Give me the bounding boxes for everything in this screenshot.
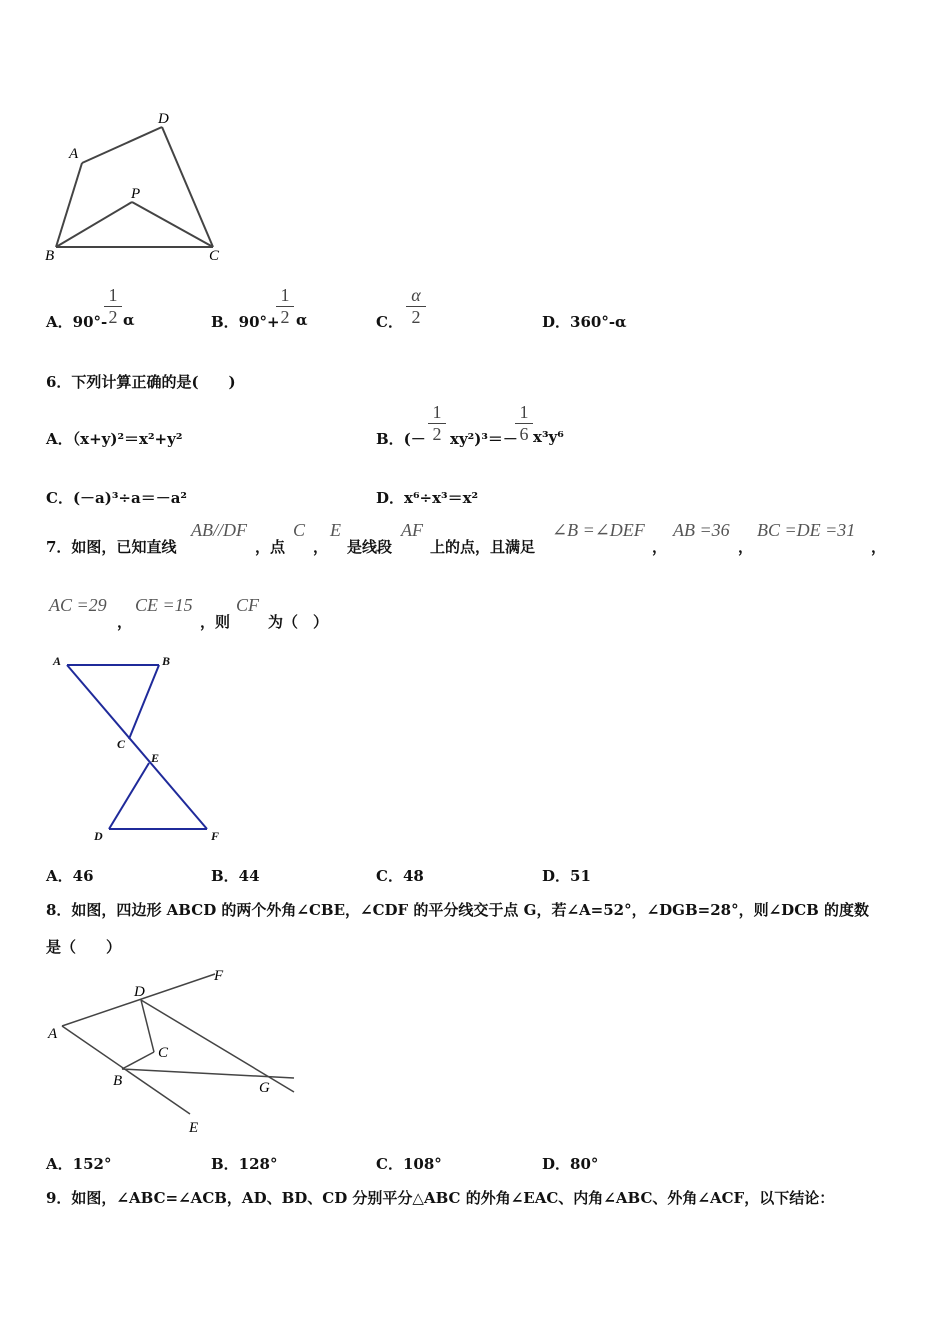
q5-option-b-fraction: $\frac{1}{2}$ xyxy=(276,285,294,328)
q7-stem-7: ， xyxy=(738,538,754,556)
q7-figure xyxy=(45,650,235,850)
q7-option-a[interactable]: A．46 xyxy=(46,867,94,885)
q8-label-g: G xyxy=(259,1080,270,1096)
q5-label-c: C xyxy=(209,248,220,264)
q7-label-f: F xyxy=(211,829,220,843)
q5-label-b: B xyxy=(45,248,55,264)
q7-math-e: E xyxy=(330,520,341,540)
q7-stem-1: 7．如图，已知直线 xyxy=(46,538,177,556)
q7-math-af: AF xyxy=(401,520,423,540)
q5-option-d[interactable]: D．360°-α xyxy=(542,313,627,331)
q5-option-a[interactable]: A．90°- xyxy=(46,313,108,331)
q8-stem-2: 是（ ） xyxy=(46,938,122,956)
q6-stem: 6．下列计算正确的是( ) xyxy=(46,373,236,391)
q7-label-d: D xyxy=(94,829,103,843)
q8-label-b: B xyxy=(113,1073,123,1089)
q6-option-d[interactable]: D．x⁶÷x³＝x² xyxy=(376,489,479,507)
q7-stem-5: 上的点，且满足 xyxy=(430,538,536,556)
q7-math-angle: ∠B =∠DEF xyxy=(552,520,645,540)
q5-option-a-tail: α xyxy=(123,311,135,329)
q7-option-c[interactable]: C．48 xyxy=(376,867,424,885)
q7-math-ab-parallel-df: AB//DF xyxy=(191,520,247,540)
q8-figure xyxy=(40,962,300,1137)
q5-option-c-fraction: $\frac{\alpha}{2}$ xyxy=(406,285,426,328)
q7-label-e: E xyxy=(151,751,160,765)
q5-figure xyxy=(40,105,240,270)
q8-label-f: F xyxy=(214,968,224,984)
q5-label-a: A xyxy=(69,146,79,162)
q7-math-cf: CF xyxy=(236,595,260,615)
q7-stem-6: ， xyxy=(652,538,668,556)
q7-label-c: C xyxy=(117,737,126,751)
q7-stem-9: ， xyxy=(117,613,133,631)
q7-stem-4: 是线段 xyxy=(347,538,393,556)
q8-label-d: D xyxy=(134,984,145,1000)
q5-option-b-tail: α xyxy=(296,311,308,329)
q8-stem-1: 8．如图，四边形 ABCD 的两个外角∠CBE，∠CDF 的平分线交于点 G，若∠A=52°，∠DGB=28°，则∠DCB 的度数 xyxy=(46,901,870,919)
q7-math-ac: AC =29 xyxy=(49,595,107,615)
q8-option-c[interactable]: C．108° xyxy=(376,1155,442,1173)
q6-option-b-tail: x³y⁶ xyxy=(533,428,564,446)
q6-option-c[interactable]: C．(－a)³÷a＝－a² xyxy=(46,489,187,507)
q5-label-p: P xyxy=(131,186,141,202)
q6-option-b-fraction-1: $\frac{1}{2}$ xyxy=(428,402,446,445)
q7-stem-3: ， xyxy=(313,538,329,556)
q5-option-c[interactable]: C． xyxy=(376,313,403,331)
q6-option-b-mid: xy²)³＝－ xyxy=(450,430,518,448)
q5-option-b[interactable]: B．90°+ xyxy=(211,313,280,331)
q7-stem-2: ，点 xyxy=(255,538,286,556)
q8-option-b[interactable]: B．128° xyxy=(211,1155,278,1173)
q7-option-b[interactable]: B．44 xyxy=(211,867,260,885)
q7-label-b: B xyxy=(162,654,171,668)
q7-label-a: A xyxy=(53,654,62,668)
q7-math-ce: CE =15 xyxy=(135,595,193,615)
q7-stem-10: ，则 xyxy=(200,613,231,631)
q8-label-a: A xyxy=(48,1026,58,1042)
q8-label-c: C xyxy=(158,1045,169,1061)
q8-label-e: E xyxy=(189,1120,199,1136)
q9-stem: 9．如图，∠ABC=∠ACB，AD、BD、CD 分别平分△ABC 的外角∠EAC、内角∠ABC、外角∠ACF，以下结论： xyxy=(46,1189,835,1207)
q7-math-bc-de: BC =DE =31 xyxy=(757,520,856,540)
q7-math-ab: AB =36 xyxy=(673,520,730,540)
q5-option-a-fraction: $\frac{1}{2}$ xyxy=(104,285,122,328)
q7-math-c: C xyxy=(293,520,306,540)
q5-label-d: D xyxy=(158,111,169,127)
q7-stem-11: 为（ ） xyxy=(268,613,329,631)
q7-stem-8: ， xyxy=(871,538,887,556)
q8-option-a[interactable]: A．152° xyxy=(46,1155,112,1173)
q7-option-d[interactable]: D．51 xyxy=(542,867,591,885)
q6-option-b-fraction-2: $\frac{1}{6}$ xyxy=(515,402,533,445)
q8-option-d[interactable]: D．80° xyxy=(542,1155,599,1173)
q6-option-b[interactable]: B．(－ xyxy=(376,430,426,448)
q6-option-a[interactable]: A．（x+y)²＝x²+y² xyxy=(46,430,183,448)
